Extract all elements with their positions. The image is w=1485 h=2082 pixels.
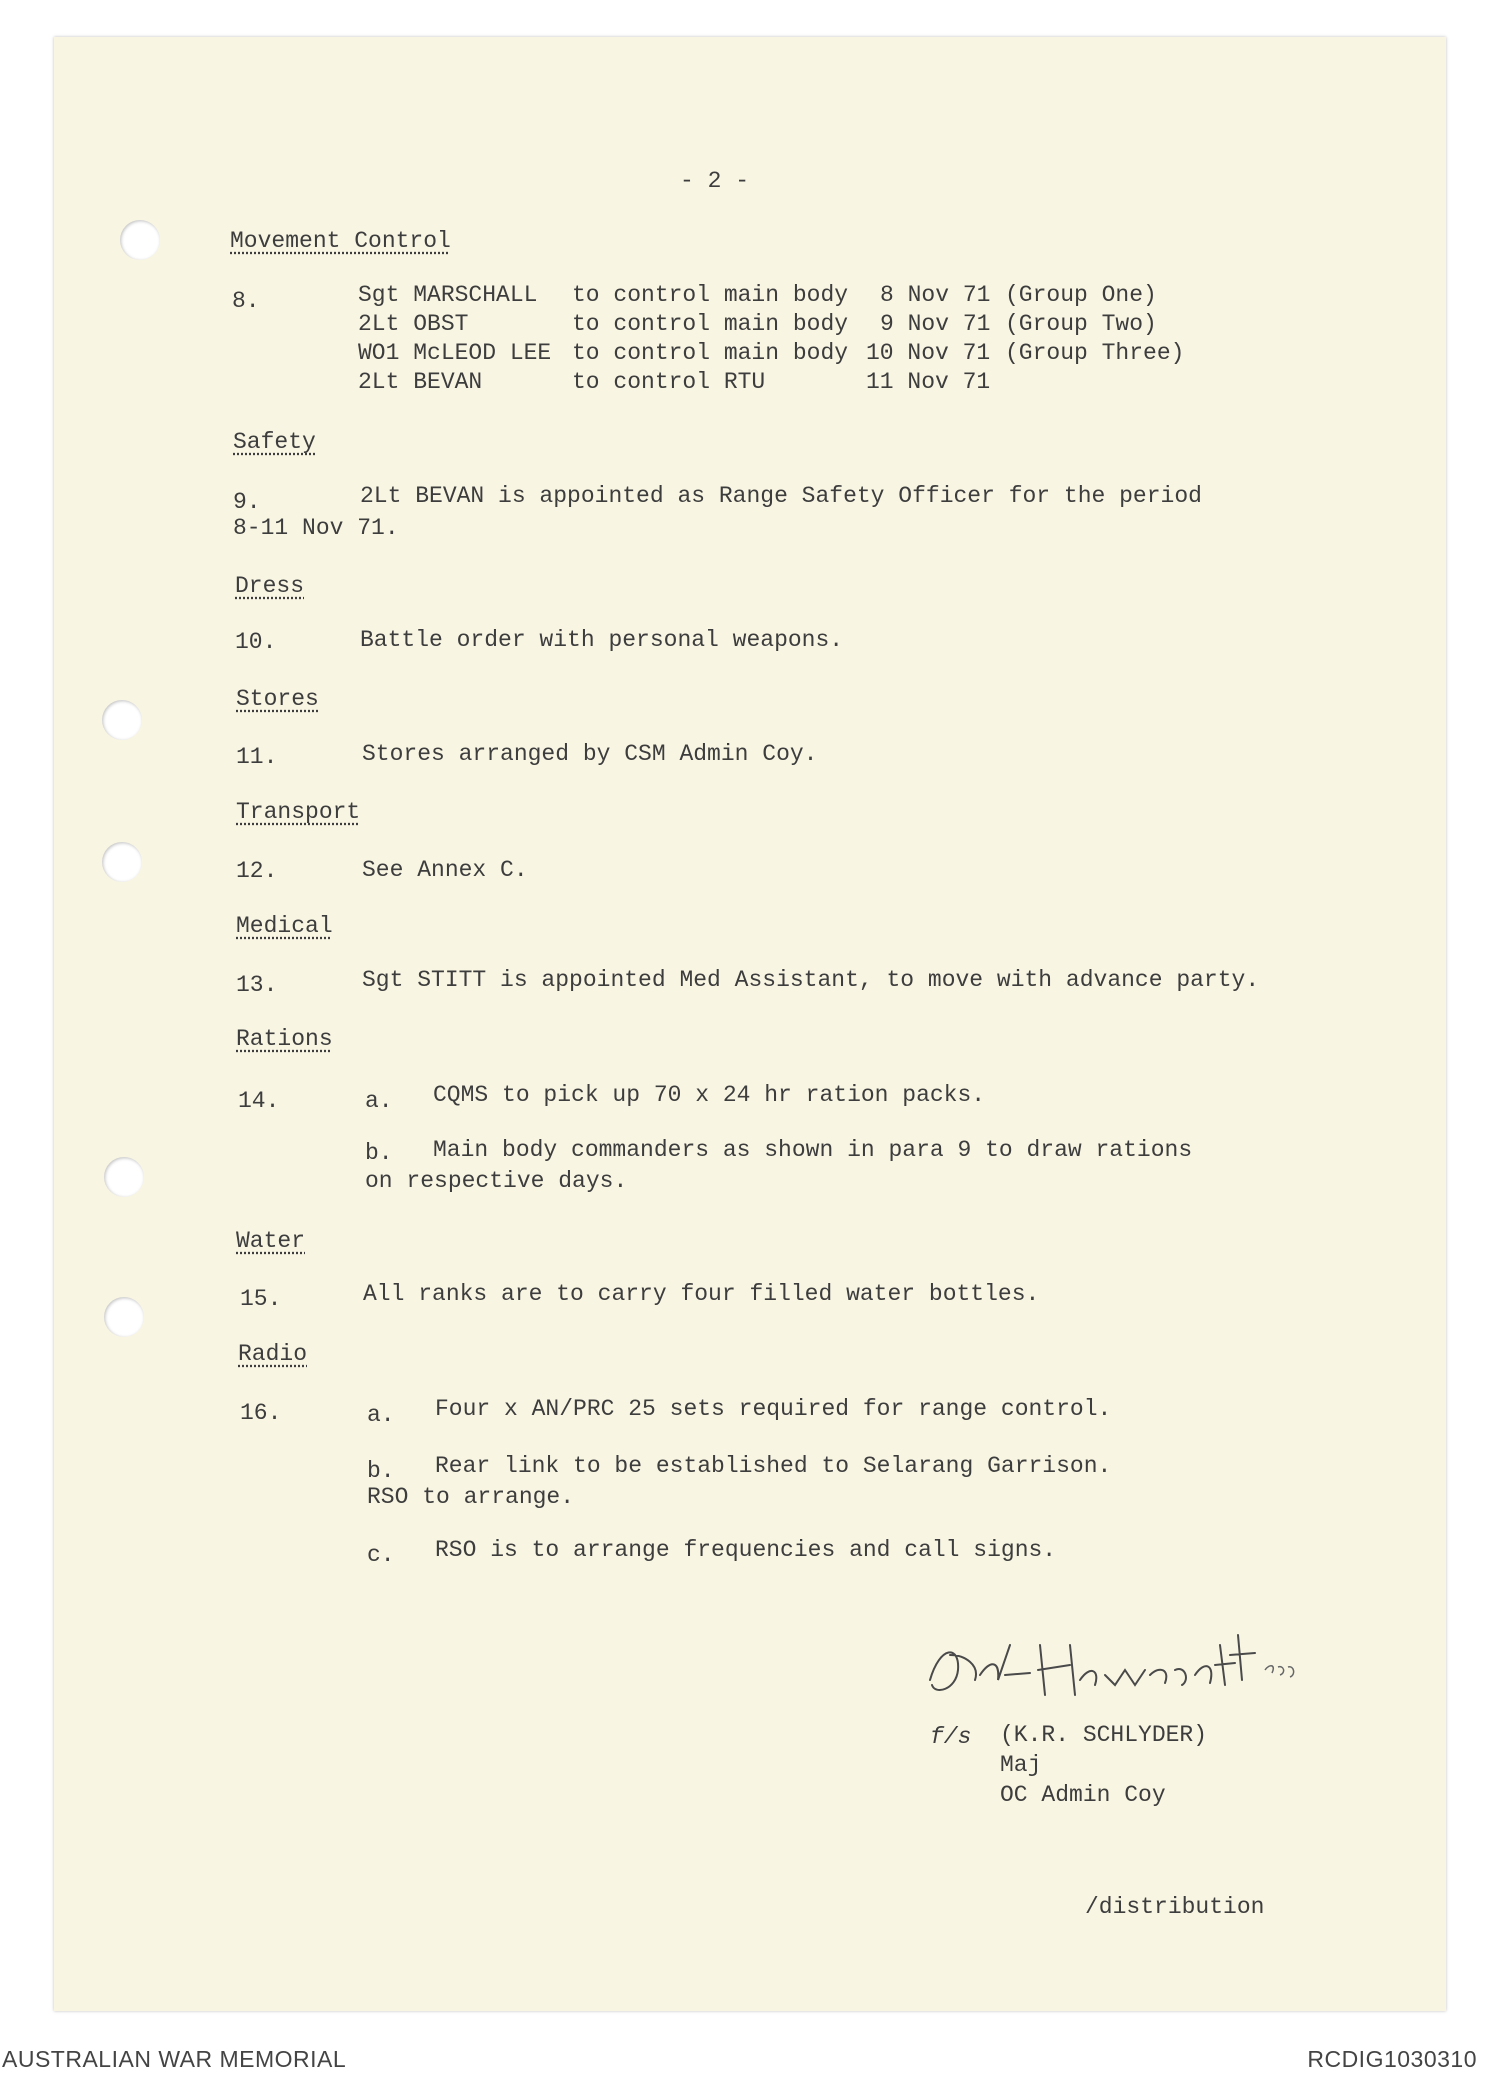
section-heading-medical: Medical (236, 913, 333, 939)
section-heading-water: Water (236, 1228, 306, 1254)
para-number: 10. (235, 629, 277, 655)
movement-person: 2Lt BEVAN (358, 369, 483, 395)
movement-person: Sgt MARSCHALL (358, 282, 538, 308)
paragraph-text: on respective days. (365, 1168, 628, 1194)
movement-group: (Group Three) (1005, 340, 1185, 366)
movement-group: (Group One) (1005, 282, 1157, 308)
para-number: 14. (238, 1088, 280, 1114)
para-number: 9. (233, 489, 261, 515)
sub-para-label: b. (365, 1140, 393, 1166)
paragraph-text: Stores arranged by CSM Admin Coy. (362, 741, 818, 767)
section-heading-safety: Safety (233, 429, 316, 455)
movement-person: 2Lt OBST (358, 311, 469, 337)
section-heading-stores: Stores (236, 686, 319, 712)
paragraph-text: 8-11 Nov 71. (233, 515, 399, 541)
movement-task: to control RTU (572, 369, 766, 395)
paragraph-text: See Annex C. (362, 857, 528, 883)
signature-fs: f/s (930, 1724, 972, 1750)
punch-hole (104, 1157, 144, 1197)
paragraph-text: CQMS to pick up 70 x 24 hr ration packs. (433, 1082, 986, 1108)
paragraph-text: RSO to arrange. (367, 1484, 575, 1510)
paragraph-text: Battle order with personal weapons. (360, 627, 844, 653)
paragraph-text: Main body commanders as shown in para 9 to draw rations (433, 1137, 1193, 1163)
movement-date: 9 Nov 71 (880, 311, 991, 337)
section-heading-movement-control: Movement Control (230, 228, 451, 254)
punch-hole (120, 220, 160, 260)
section-heading-dress: Dress (235, 573, 305, 599)
paragraph-text: Sgt STITT is appointed Med Assistant, to move with advance party. (362, 967, 1260, 993)
movement-group: (Group Two) (1005, 311, 1157, 337)
punch-hole (102, 842, 142, 882)
footer-left: AUSTRALIAN WAR MEMORIAL (2, 2046, 347, 2072)
punch-hole (104, 1297, 144, 1337)
page-number: - 2 - (680, 168, 750, 194)
para-number: 11. (236, 744, 278, 770)
paragraph-text: All ranks are to carry four filled water bottles. (363, 1281, 1040, 1307)
paragraph-text: Rear link to be established to Selarang Garrison. (435, 1453, 1112, 1479)
movement-person: WO1 McLEOD LEE (358, 340, 552, 366)
movement-task: to control main body (572, 282, 849, 308)
handwritten-signature (920, 1625, 1300, 1715)
paragraph-text: 2Lt BEVAN is appointed as Range Safety Officer for the period (360, 483, 1202, 509)
movement-task: to control main body (572, 340, 849, 366)
signatory-appointment: OC Admin Coy (1000, 1782, 1166, 1808)
footer-right: RCDIG1030310 (1307, 2046, 1477, 2072)
punch-hole (102, 700, 142, 740)
signatory-rank: Maj (1000, 1752, 1042, 1778)
movement-date: 8 Nov 71 (880, 282, 991, 308)
section-heading-transport: Transport (236, 799, 361, 825)
movement-date: 11 Nov 71 (866, 369, 991, 395)
section-heading-rations: Rations (236, 1026, 333, 1052)
distribution-note: /distribution (1085, 1894, 1265, 1920)
paragraph-text: RSO is to arrange frequencies and call signs. (435, 1537, 1057, 1563)
sub-para-label: a. (365, 1088, 393, 1114)
para-number: 8. (232, 288, 260, 314)
movement-date: 10 Nov 71 (866, 340, 991, 366)
paragraph-text: Four x AN/PRC 25 sets required for range control. (435, 1396, 1112, 1422)
para-number: 12. (236, 858, 278, 884)
section-heading-radio: Radio (238, 1341, 308, 1367)
sub-para-label: a. (367, 1402, 395, 1428)
signatory-name: (K.R. SCHLYDER) (1000, 1722, 1208, 1748)
sub-para-label: c. (367, 1542, 395, 1568)
sub-para-label: b. (367, 1458, 395, 1484)
movement-task: to control main body (572, 311, 849, 337)
para-number: 13. (236, 972, 278, 998)
para-number: 15. (240, 1286, 282, 1312)
para-number: 16. (240, 1400, 282, 1426)
